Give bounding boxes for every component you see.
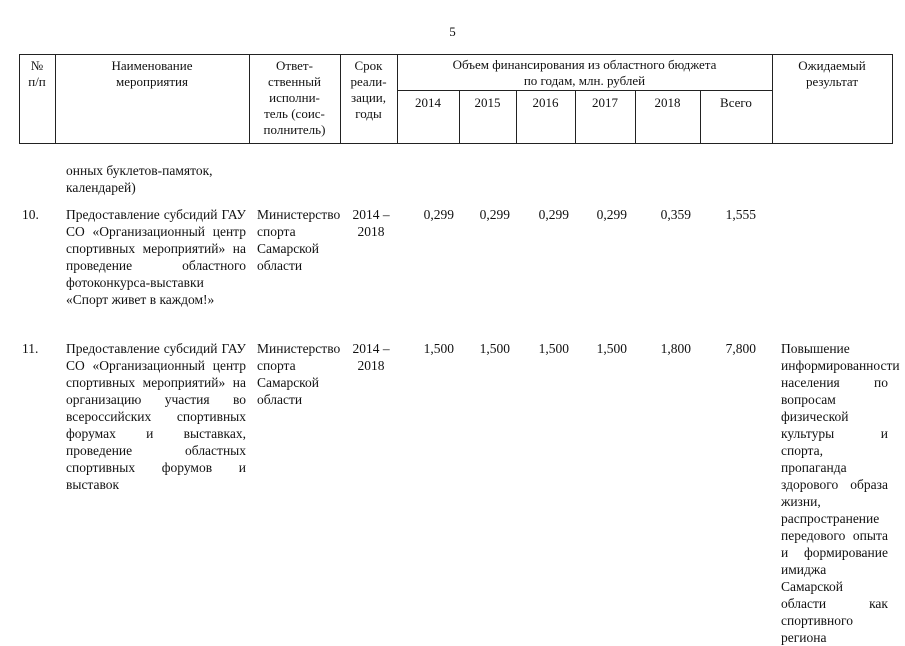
header-year-2014: 2014 bbox=[415, 95, 441, 110]
header-number: № п/п bbox=[28, 58, 46, 89]
header-year-2017: 2017 bbox=[592, 95, 618, 110]
table-border-right bbox=[892, 55, 893, 143]
value-2018: 1,800 bbox=[660, 341, 691, 356]
header-financing: Объем финансирования из областного бюджета по годам, млн. рублей bbox=[452, 57, 717, 88]
header-responsible: Ответ- ственный исполни- тель (соис- полнитель) bbox=[263, 58, 326, 137]
header-year-2018: 2018 bbox=[654, 95, 681, 110]
value-2017: 1,500 bbox=[596, 341, 627, 356]
row-responsible: Министерство спорта Самарской области bbox=[257, 341, 341, 407]
header-expected-result: Ожидаемый результат bbox=[798, 58, 866, 89]
page-number: 5 bbox=[449, 24, 456, 39]
value-total: 7,800 bbox=[725, 341, 756, 356]
value-2014: 1,500 bbox=[423, 341, 454, 356]
finance-subheader-line bbox=[397, 90, 772, 91]
row-event-name: Предоставление субсидий ГАУ СО «Организационный центр спортивных мероприятий» на организацию участия во всероссийских спортивных форумах и выставках, проведение областных спортивных форумов и выставок bbox=[66, 341, 246, 492]
value-2015: 1,500 bbox=[479, 341, 510, 356]
row-term: 2014 – 2018 bbox=[352, 207, 390, 239]
value-2017: 0,299 bbox=[596, 207, 627, 222]
continuation-text: онных буклетов-памяток, календарей) bbox=[66, 163, 213, 195]
row-number: 10. bbox=[22, 207, 39, 222]
value-2014: 0,299 bbox=[423, 207, 454, 222]
value-2016: 0,299 bbox=[538, 207, 569, 222]
value-2015: 0,299 bbox=[479, 207, 510, 222]
row-term: 2014 – 2018 bbox=[352, 341, 390, 373]
value-total: 1,555 bbox=[725, 207, 756, 222]
table-header bbox=[19, 54, 893, 144]
value-2018: 0,359 bbox=[660, 207, 691, 222]
header-year-2015: 2015 bbox=[474, 95, 501, 110]
value-2016: 1,500 bbox=[538, 341, 569, 356]
header-event-name: Наименование мероприятия bbox=[111, 58, 193, 89]
row-responsible: Министерство спорта Самарской области bbox=[257, 207, 341, 273]
row-expected-result: Повышение информированности населения по вопросам физической культуры и спорта, пропаганда здорового образа жизни, распространение передового опыта и формирование имиджа Самарской области как спортивного региона bbox=[781, 341, 900, 645]
row-event-name: Предоставление субсидий ГАУ СО «Организационный центр спортивных мероприятий» на проведение областного фотоконкурса-выставки «Спорт живет в каждом!» bbox=[66, 207, 246, 307]
row-number: 11. bbox=[22, 341, 39, 356]
header-total: Всего bbox=[720, 95, 752, 110]
header-year-2016: 2016 bbox=[532, 95, 559, 110]
header-term: Срок реали- зации, годы bbox=[350, 58, 387, 121]
